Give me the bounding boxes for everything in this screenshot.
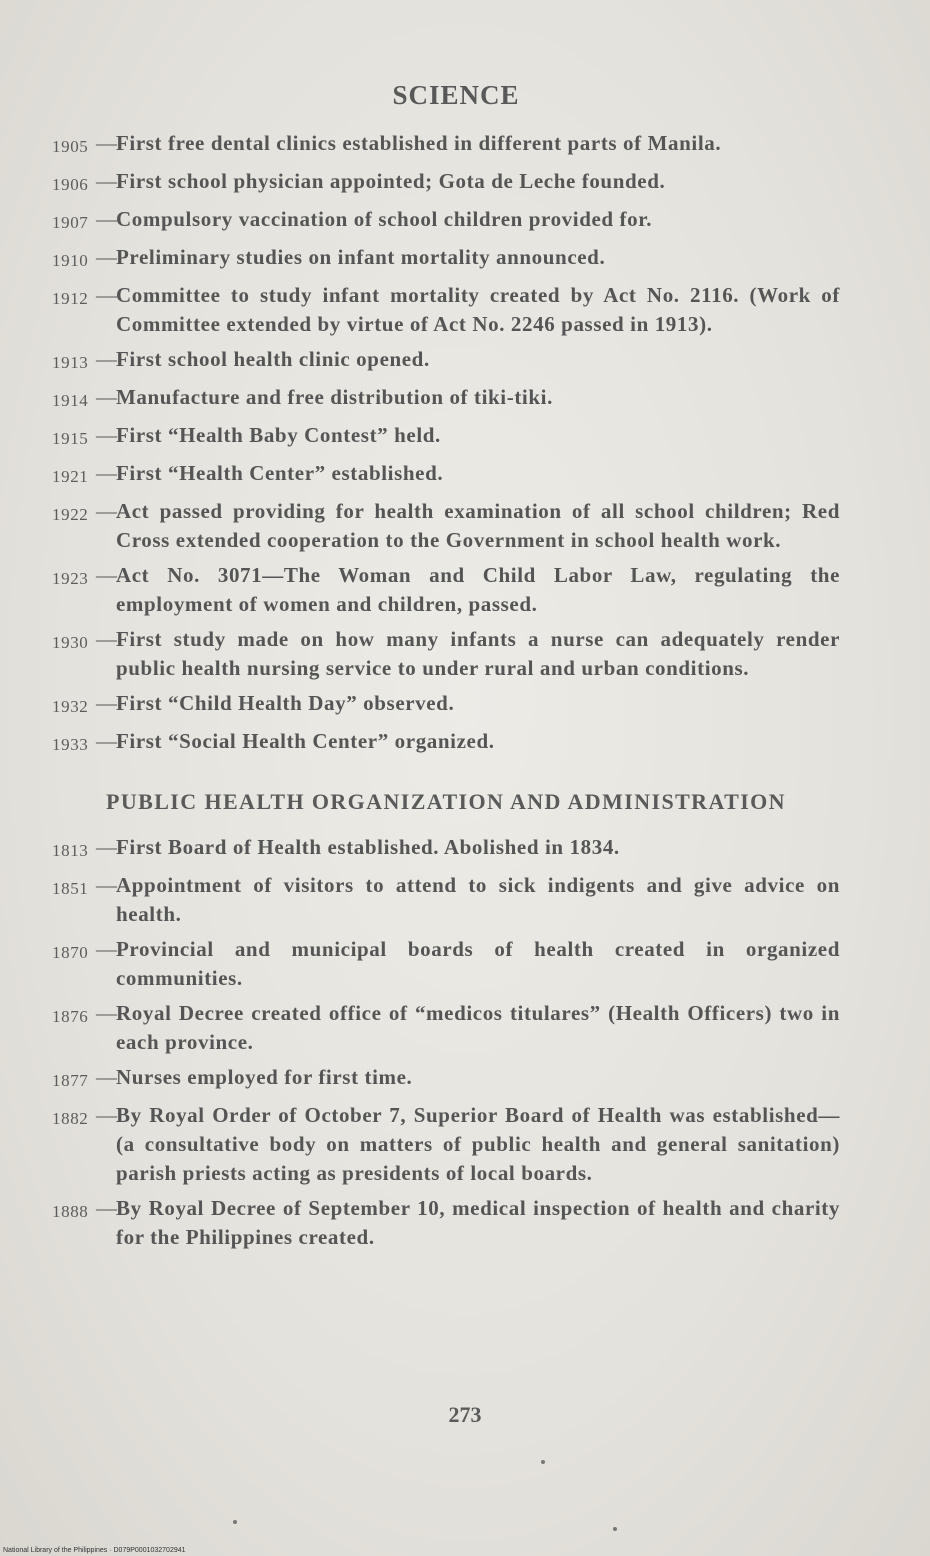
list-item: 1910 — Preliminary studies on infant mortality announced. [52, 243, 840, 275]
entry-text: Nurses employed for first time. [116, 1065, 413, 1089]
list-item: 1913 — First school health clinic opened. [52, 345, 840, 377]
entry-year: 1921 [52, 467, 89, 486]
entry-text: First study made on how many infants a nurse can adequately render public health nursing service to under rural and urban conditions. [116, 627, 840, 680]
public-health-entries [52, 833, 840, 1252]
entry-year: 1913 [52, 353, 89, 372]
entry-year: 1933 [52, 735, 89, 754]
scan-speck [613, 1527, 617, 1531]
entry-year: 1923 [52, 569, 89, 588]
entry-text: Committee to study infant mortality created by Act No. 2116. (Work of Committee extended by virtue of Act No. 2246 passed in 1913). [116, 283, 840, 336]
scan-footer-note: National Library of the Philippines · D079P0001032702941 [3, 1547, 186, 1554]
entry-text: Manufacture and free distribution of tiki-tiki. [116, 385, 553, 409]
entry-year: 1906 [52, 175, 89, 194]
list-item: 1923 — Act No. 3071—The Woman and Child Labor Law, regulating the employment of women and children, passed. [52, 561, 840, 619]
list-item: 1851 — Appointment of visitors to attend to sick indigents and give advice on health. [52, 871, 840, 929]
list-item: 1813 — First Board of Health established. Abolished in 1834. [52, 833, 840, 865]
page-number: 273 [448, 1402, 482, 1427]
entry-text: By Royal Decree of September 10, medical inspection of health and charity for the Philippines created. [116, 1196, 840, 1249]
entry-text: First school health clinic opened. [116, 347, 430, 371]
list-item: 1888 — By Royal Decree of September 10, medical inspection of health and charity for the Philippines created. [52, 1194, 840, 1252]
section-title-public-health: PUBLIC HEALTH ORGANIZATION AND ADMINISTRATION [106, 789, 786, 814]
list-item: 1906 — First school physician appointed; Gota de Leche founded. [52, 167, 840, 199]
entry-year: 1922 [52, 505, 89, 524]
entry-year: 1876 [52, 1007, 89, 1026]
entry-text: Act No. 3071—The Woman and Child Labor Law, regulating the employment of women and children, passed. [116, 563, 840, 616]
list-item: 1877 — Nurses employed for first time. [52, 1063, 840, 1095]
entry-year: 1888 [52, 1202, 89, 1221]
list-item: 1921 — First “Health Center” established. [52, 459, 840, 491]
list-item: 1933 — First “Social Health Center” organized. [52, 727, 840, 759]
entry-text: Compulsory vaccination of school children provided for. [116, 207, 653, 231]
list-item: 1922 — Act passed providing for health examination of all school children; Red Cross extended cooperation to the Government in school health work. [52, 497, 840, 555]
list-item: 1876 — Royal Decree created office of “medicos titulares” (Health Officers) two in each province. [52, 999, 840, 1057]
entry-text: Appointment of visitors to attend to sick indigents and give advice on health. [116, 873, 840, 926]
list-item: 1907 — Compulsory vaccination of school children provided for. [52, 205, 840, 237]
entry-text: First “Health Baby Contest” held. [116, 423, 441, 447]
entry-text: Provincial and municipal boards of health created in organized communities. [116, 937, 840, 990]
section-title-science: SCIENCE [392, 80, 520, 110]
entry-text: Act passed providing for health examination of all school children; Red Cross extended cooperation to the Government in school health work. [116, 499, 840, 552]
entry-text: First school physician appointed; Gota de Leche founded. [116, 169, 666, 193]
entry-year: 1907 [52, 213, 89, 232]
page-content [52, 80, 840, 1258]
entry-text: By Royal Order of October 7, Superior Board of Health was established—(a consultative body on matters of public health and general sanitation) parish priests acting as presidents of local boards. [116, 1103, 840, 1185]
entry-text: First Board of Health established. Abolished in 1834. [116, 835, 620, 859]
entry-year: 1882 [52, 1109, 89, 1128]
entry-year: 1851 [52, 879, 89, 898]
science-entries [52, 129, 840, 759]
list-item: 1932 — First “Child Health Day” observed. [52, 689, 840, 721]
entry-text: First free dental clinics established in different parts of Manila. [116, 131, 722, 155]
list-item: 1914 — Manufacture and free distribution of tiki-tiki. [52, 383, 840, 415]
entry-year: 1813 [52, 841, 89, 860]
entry-text: First “Social Health Center” organized. [116, 729, 495, 753]
entry-text: Royal Decree created office of “medicos titulares” (Health Officers) two in each province. [116, 1001, 840, 1054]
list-item: 1882 — By Royal Order of October 7, Superior Board of Health was established—(a consultative body on matters of public health and general sanitation) parish priests acting as presidents of local boards. [52, 1101, 840, 1188]
entry-year: 1914 [52, 391, 89, 410]
entry-year: 1905 [52, 137, 89, 156]
entry-year: 1910 [52, 251, 89, 270]
entry-text: First “Health Center” established. [116, 461, 444, 485]
scan-speck [541, 1460, 545, 1464]
entry-year: 1877 [52, 1071, 89, 1090]
scan-speck [233, 1520, 237, 1524]
list-item: 1905 — First free dental clinics established in different parts of Manila. [52, 129, 840, 161]
entry-year: 1915 [52, 429, 89, 448]
entry-text: First “Child Health Day” observed. [116, 691, 455, 715]
list-item: 1930 — First study made on how many infants a nurse can adequately render public health nursing service to under rural and urban conditions. [52, 625, 840, 683]
list-item: 1870 — Provincial and municipal boards of health created in organized communities. [52, 935, 840, 993]
entry-year: 1912 [52, 289, 89, 308]
list-item: 1915 — First “Health Baby Contest” held. [52, 421, 840, 453]
entry-year: 1930 [52, 633, 89, 652]
list-item: 1912 — Committee to study infant mortality created by Act No. 2116. (Work of Committee extended by virtue of Act No. 2246 passed in 1913). [52, 281, 840, 339]
entry-text: Preliminary studies on infant mortality announced. [116, 245, 606, 269]
entry-year: 1932 [52, 697, 89, 716]
entry-year: 1870 [52, 943, 89, 962]
